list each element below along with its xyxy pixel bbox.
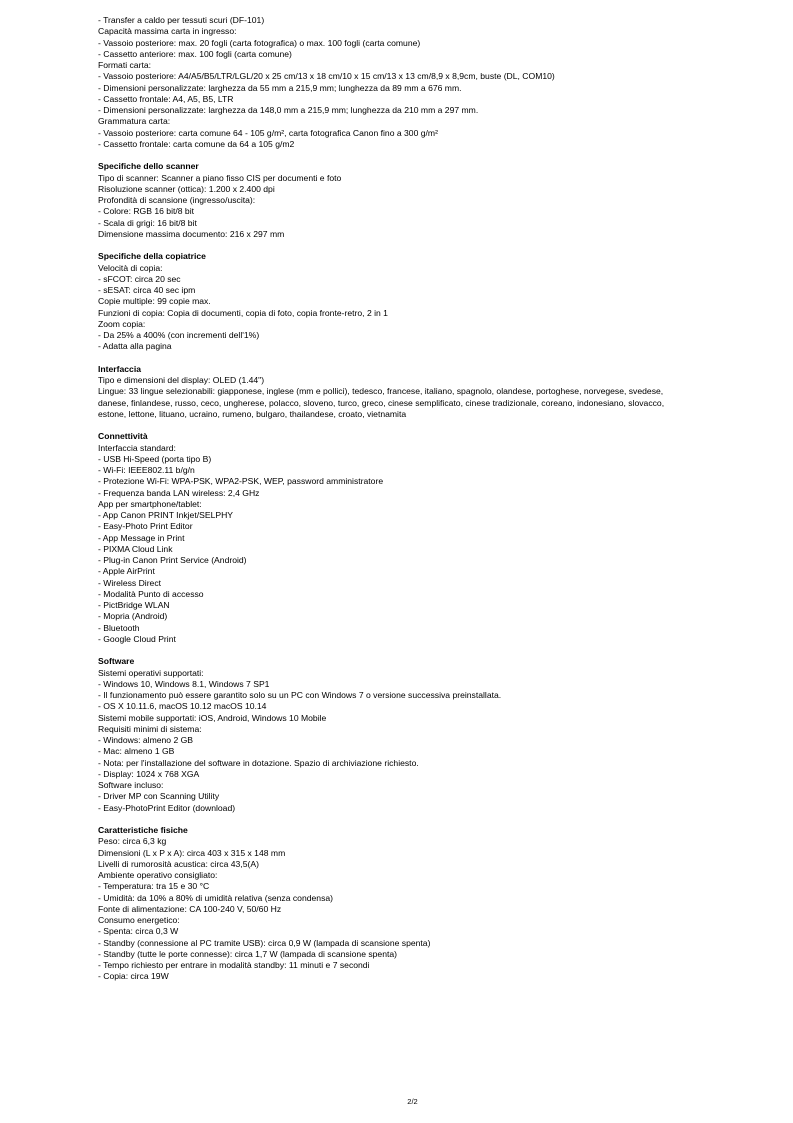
- section-title: Software: [98, 656, 135, 667]
- spec-line: - Transfer a caldo per tessuti scuri (DF-101): [98, 15, 265, 25]
- spec-line: Capacità massima carta in ingresso:: [98, 26, 237, 37]
- spec-line: - USB Hi-Speed (porta tipo B): [98, 453, 212, 464]
- spec-line: - Wireless Direct: [98, 577, 162, 588]
- section-title: Specifiche della copiatrice: [98, 251, 206, 262]
- spec-line: Zoom copia:: [98, 318, 146, 329]
- spec-line: - Dimensioni personalizzate: larghezza da 148,0 mm a 215,9 mm; lunghezza da 210 mm a 297 mm.: [98, 105, 479, 115]
- spec-line: - Il funzionamento può essere garantito solo su un PC con Windows 7 o versione successiva preinstallata.: [98, 690, 502, 700]
- spec-line: - Da 25% a 400% (con incrementi dell'1%): [98, 330, 260, 340]
- spec-line: - Standby (connessione al PC tramite USB): circa 0,9 W (lampada di scansione spenta): [98, 937, 431, 948]
- spec-line: Livelli di rumorosità acustica: circa 43,5(A): [98, 858, 259, 869]
- spec-section: [98, 431, 758, 645]
- spec-section: [98, 825, 758, 983]
- spec-line: - PIXMA Cloud Link: [98, 543, 173, 554]
- spec-line: - sFCOT: circa 20 sec: [98, 273, 181, 284]
- spec-line: - Adatta alla pagina: [98, 341, 172, 352]
- spec-line: - Display: 1024 x 768 XGA: [98, 768, 200, 779]
- spec-line: Lingue: 33 lingue selezionabili: giapponese, inglese (mm e pollici), tedesco, francese, italiano, spagnolo, olandese, portoghese, norvegese, svedese,: [98, 386, 664, 397]
- section-title: Caratteristiche fisiche: [98, 825, 188, 835]
- spec-line: - Vassoio posteriore: carta comune 64 - 105 g/m², carta fotografica Canon fino a 300 g/m²: [98, 127, 438, 138]
- page-number: 2/2: [407, 1097, 418, 1106]
- spec-line: Dimensioni (L x P x A): circa 403 x 315 x 148 mm: [98, 847, 286, 858]
- spec-line: Peso: circa 6,3 kg: [98, 836, 167, 847]
- spec-line: - Bluetooth: [98, 622, 140, 633]
- spec-line: - Windows: almeno 2 GB: [98, 735, 194, 745]
- spec-line: Sistemi operativi supportati:: [98, 667, 204, 678]
- spec-line: Formati carta:: [98, 60, 152, 70]
- spec-line: Copie multiple: 99 copie max.: [98, 296, 211, 307]
- spec-line: Tipo e dimensioni del display: OLED (1.44"): [98, 375, 265, 385]
- section-title: Interfaccia: [98, 363, 141, 374]
- spec-line: Interfaccia standard:: [98, 442, 176, 453]
- spec-line: - Spenta: circa 0,3 W: [98, 926, 179, 937]
- spec-line: - Cassetto frontale: carta comune da 64 a 105 g/m2: [98, 138, 295, 149]
- spec-line: - Driver MP con Scanning Utility: [98, 791, 220, 802]
- spec-line: - Temperatura: tra 15 e 30 °C: [98, 881, 210, 892]
- spec-line: - Wi-Fi: IEEE802.11 b/g/n: [98, 465, 195, 475]
- spec-line: - OS X 10.11.6, macOS 10.12 macOS 10.14: [98, 701, 267, 712]
- spec-line: Sistemi mobile supportati: iOS, Android, Windows 10 Mobile: [98, 712, 327, 723]
- spec-line: - Mopria (Android): [98, 611, 168, 622]
- spec-line: estone, lettone, lituano, ucraino, rumeno, bulgaro, thailandese, croato, vietnamita: [98, 408, 407, 419]
- spec-line: Profondità di scansione (ingresso/uscita):: [98, 195, 256, 205]
- spec-line: danese, finlandese, russo, ceco, ungherese, polacco, sloveno, turco, greco, cinese semplificato, cinese tradizionale, coreano, indonesiano, slovacco,: [98, 397, 665, 408]
- spec-line: - App Canon PRINT Inkjet/SELPHY: [98, 510, 234, 520]
- spec-line: - Windows 10, Windows 8.1, Windows 7 SP1: [98, 678, 270, 689]
- spec-line: Dimensione massima documento: 216 x 297 mm: [98, 228, 285, 239]
- spec-line: - Google Cloud Print: [98, 633, 176, 644]
- spec-line: - App Message in Print: [98, 532, 185, 543]
- document-body: [98, 15, 758, 983]
- spec-line: - Modalità Punto di accesso: [98, 588, 204, 599]
- spec-line: - Vassoio posteriore: max. 20 fogli (carta fotografica) o max. 100 fogli (carta comune): [98, 37, 421, 48]
- spec-line: - Apple AirPrint: [98, 566, 155, 577]
- spec-line: - Dimensioni personalizzate: larghezza da 55 mm a 215,9 mm; lunghezza da 89 mm a 676 mm.: [98, 82, 462, 93]
- spec-section: [98, 251, 758, 352]
- spec-line: - Frequenza banda LAN wireless: 2,4 GHz: [98, 487, 260, 498]
- spec-line: - Umidità: da 10% a 80% di umidità relativa (senza condensa): [98, 892, 334, 903]
- spec-line: - Easy-PhotoPrint Editor (download): [98, 802, 236, 813]
- section-title: Connettività: [98, 431, 148, 442]
- spec-line: - Nota: per l'installazione del software in dotazione. Spazio di archiviazione richiesto.: [98, 757, 419, 768]
- spec-line: - Protezione Wi-Fi: WPA-PSK, WPA2-PSK, WEP, password amministratore: [98, 476, 384, 487]
- spec-line: - Plug-in Canon Print Service (Android): [98, 555, 247, 565]
- spec-line: Grammatura carta:: [98, 116, 171, 127]
- spec-line: Consumo energetico:: [98, 915, 180, 925]
- spec-line: Requisiti minimi di sistema:: [98, 723, 202, 734]
- spec-line: - Cassetto anteriore: max. 100 fogli (carta comune): [98, 48, 292, 59]
- spec-line: Velocità di copia:: [98, 262, 163, 273]
- spec-line: App per smartphone/tablet:: [98, 498, 202, 509]
- spec-line: - sESAT: circa 40 sec ipm: [98, 285, 196, 295]
- sections-container: [98, 161, 758, 982]
- spec-line: Software incluso:: [98, 780, 164, 790]
- spec-line: - Tempo richiesto per entrare in modalità standby: 11 minuti e 7 secondi: [98, 960, 370, 970]
- spec-section: [98, 161, 758, 240]
- spec-line: Risoluzione scanner (ottica): 1.200 x 2.400 dpi: [98, 183, 275, 194]
- spec-line: Fonte di alimentazione: CA 100-240 V, 50/60 Hz: [98, 903, 282, 914]
- spec-line: - Standby (tutte le porte connesse): circa 1,7 W (lampada di scansione spenta): [98, 948, 398, 959]
- spec-line: - Easy-Photo Print Editor: [98, 521, 193, 532]
- spec-line: - Copia: circa 19W: [98, 971, 169, 982]
- spec-section: [98, 364, 758, 420]
- spec-line: Tipo di scanner: Scanner a piano fisso CIS per documenti e foto: [98, 172, 342, 183]
- spec-line: - Mac: almeno 1 GB: [98, 746, 175, 757]
- spec-line: - PictBridge WLAN: [98, 600, 170, 610]
- section-title: Specifiche dello scanner: [98, 161, 199, 172]
- spec-line: - Cassetto frontale: A4, A5, B5, LTR: [98, 93, 234, 104]
- intro-block: [98, 15, 758, 150]
- spec-line: - Scala di grigi: 16 bit/8 bit: [98, 217, 197, 228]
- spec-line: Funzioni di copia: Copia di documenti, copia di foto, copia fronte-retro, 2 in 1: [98, 307, 388, 318]
- spec-line: - Vassoio posteriore: A4/A5/B5/LTR/LGL/20 x 25 cm/13 x 18 cm/10 x 15 cm/13 x 13 cm/8,9 x 8,9cm, buste (DL, COM10): [98, 71, 555, 82]
- spec-line: Ambiente operativo consigliato:: [98, 870, 218, 880]
- spec-section: [98, 656, 758, 814]
- spec-line: - Colore: RGB 16 bit/8 bit: [98, 206, 195, 217]
